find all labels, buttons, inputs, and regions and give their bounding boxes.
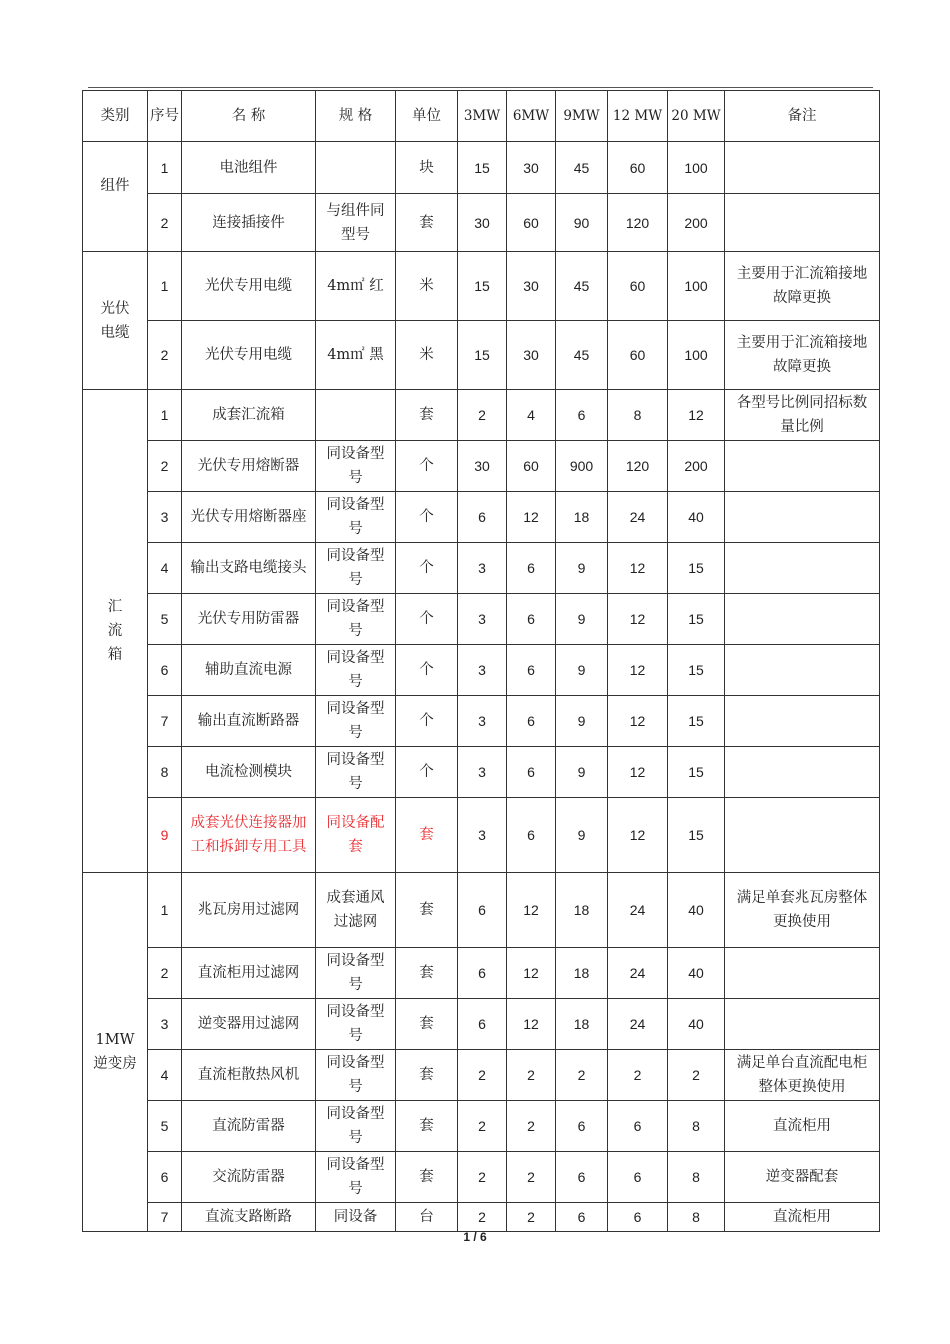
qty-6mw: 60 (507, 441, 556, 492)
qty-9mw: 6 (556, 1203, 608, 1232)
qty-6mw: 2 (507, 1152, 556, 1203)
qty-9mw: 45 (556, 142, 608, 194)
item-name: 成套汇流箱 (182, 390, 316, 441)
item-note (725, 798, 880, 873)
qty-20mw: 2 (668, 1050, 725, 1101)
row-number: 6 (148, 1152, 182, 1203)
item-unit: 个 (396, 696, 458, 747)
qty-3mw: 6 (458, 948, 507, 999)
qty-6mw: 6 (507, 594, 556, 645)
table-row (83, 1203, 880, 1232)
qty-9mw: 6 (556, 1101, 608, 1152)
item-name: 逆变器用过滤网 (182, 999, 316, 1050)
qty-20mw: 200 (668, 441, 725, 492)
qty-9mw: 9 (556, 696, 608, 747)
item-spec: 4m㎡ 黑 (316, 321, 396, 390)
qty-6mw: 6 (507, 696, 556, 747)
item-note: 主要用于汇流箱接地故障更换 (725, 321, 880, 390)
item-spec: 同设备型号 (316, 1101, 396, 1152)
item-unit: 米 (396, 252, 458, 321)
category-cell: 1MW 逆变房 (83, 873, 148, 1232)
item-note: 主要用于汇流箱接地故障更换 (725, 252, 880, 321)
item-name: 光伏专用熔断器 (182, 441, 316, 492)
qty-9mw: 9 (556, 747, 608, 798)
table-row (83, 252, 880, 321)
item-name: 直流柜散热风机 (182, 1050, 316, 1101)
item-name: 光伏专用熔断器座 (182, 492, 316, 543)
item-unit: 套 (396, 1050, 458, 1101)
qty-3mw: 3 (458, 747, 507, 798)
qty-9mw: 6 (556, 390, 608, 441)
qty-12mw: 24 (608, 492, 668, 543)
table-row (83, 999, 880, 1050)
item-spec: 同设备型号 (316, 1152, 396, 1203)
item-name: 光伏专用电缆 (182, 252, 316, 321)
qty-3mw: 30 (458, 441, 507, 492)
item-name: 连接插接件 (182, 194, 316, 252)
item-note: 逆变器配套 (725, 1152, 880, 1203)
qty-12mw: 6 (608, 1101, 668, 1152)
col-spec-header: 规 格 (316, 91, 396, 142)
qty-9mw: 18 (556, 999, 608, 1050)
item-unit: 套 (396, 390, 458, 441)
qty-9mw: 6 (556, 1152, 608, 1203)
item-spec: 同设备型号 (316, 696, 396, 747)
row-number: 4 (148, 543, 182, 594)
col-9mw-header: 9MW (556, 91, 608, 142)
item-note: 满足单台直流配电柜整体更换使用 (725, 1050, 880, 1101)
item-unit: 套 (396, 948, 458, 999)
item-note (725, 194, 880, 252)
item-unit: 套 (396, 1152, 458, 1203)
row-number: 2 (148, 948, 182, 999)
item-unit: 块 (396, 142, 458, 194)
table-row (83, 948, 880, 999)
qty-9mw: 45 (556, 252, 608, 321)
qty-6mw: 30 (507, 142, 556, 194)
row-number: 3 (148, 999, 182, 1050)
qty-3mw: 6 (458, 999, 507, 1050)
table-row (83, 645, 880, 696)
qty-3mw: 3 (458, 543, 507, 594)
table-row (83, 1152, 880, 1203)
item-name: 兆瓦房用过滤网 (182, 873, 316, 948)
qty-20mw: 8 (668, 1203, 725, 1232)
qty-12mw: 12 (608, 594, 668, 645)
qty-9mw: 9 (556, 543, 608, 594)
header-row (83, 91, 880, 142)
qty-9mw: 9 (556, 798, 608, 873)
qty-12mw: 12 (608, 645, 668, 696)
qty-20mw: 15 (668, 747, 725, 798)
qty-6mw: 2 (507, 1101, 556, 1152)
row-number: 2 (148, 441, 182, 492)
item-note (725, 999, 880, 1050)
col-notes-header: 备注 (725, 91, 880, 142)
item-note (725, 747, 880, 798)
item-spec: 同设备型号 (316, 543, 396, 594)
item-note: 各型号比例同招标数量比例 (725, 390, 880, 441)
qty-12mw: 12 (608, 543, 668, 594)
table-row (83, 747, 880, 798)
qty-6mw: 6 (507, 645, 556, 696)
item-unit: 米 (396, 321, 458, 390)
qty-12mw: 6 (608, 1152, 668, 1203)
qty-6mw: 30 (507, 252, 556, 321)
table-row (83, 194, 880, 252)
item-name: 电流检测模块 (182, 747, 316, 798)
qty-20mw: 40 (668, 948, 725, 999)
qty-6mw: 4 (507, 390, 556, 441)
col-20mw-header: 20 MW (668, 91, 725, 142)
qty-3mw: 6 (458, 492, 507, 543)
item-spec: 同设备型号 (316, 492, 396, 543)
qty-20mw: 12 (668, 390, 725, 441)
item-unit: 个 (396, 645, 458, 696)
item-spec: 同设备型号 (316, 999, 396, 1050)
row-number: 1 (148, 873, 182, 948)
item-note (725, 142, 880, 194)
col-number-header: 序号 (148, 91, 182, 142)
qty-20mw: 40 (668, 492, 725, 543)
qty-3mw: 30 (458, 194, 507, 252)
qty-6mw: 6 (507, 747, 556, 798)
item-unit: 套 (396, 873, 458, 948)
col-12mw-header: 12 MW (608, 91, 668, 142)
qty-20mw: 8 (668, 1152, 725, 1203)
qty-6mw: 6 (507, 798, 556, 873)
qty-3mw: 3 (458, 798, 507, 873)
item-unit: 套 (396, 194, 458, 252)
qty-20mw: 15 (668, 645, 725, 696)
qty-20mw: 15 (668, 594, 725, 645)
qty-6mw: 30 (507, 321, 556, 390)
qty-3mw: 15 (458, 142, 507, 194)
qty-9mw: 2 (556, 1050, 608, 1101)
qty-20mw: 100 (668, 321, 725, 390)
item-unit: 个 (396, 543, 458, 594)
table-row (83, 492, 880, 543)
qty-12mw: 12 (608, 747, 668, 798)
qty-9mw: 45 (556, 321, 608, 390)
item-unit: 台 (396, 1203, 458, 1232)
qty-6mw: 12 (507, 999, 556, 1050)
qty-20mw: 200 (668, 194, 725, 252)
category-cell: 汇流箱 (83, 390, 148, 873)
row-number: 7 (148, 1203, 182, 1232)
qty-12mw: 120 (608, 194, 668, 252)
qty-12mw: 12 (608, 696, 668, 747)
qty-9mw: 18 (556, 492, 608, 543)
col-3mw-header: 3MW (458, 91, 507, 142)
item-spec: 4m㎡ 红 (316, 252, 396, 321)
category-cell: 组件 (83, 142, 148, 252)
row-number: 1 (148, 252, 182, 321)
item-spec: 同设备型号 (316, 1050, 396, 1101)
qty-6mw: 12 (507, 492, 556, 543)
qty-6mw: 12 (507, 873, 556, 948)
table-row (83, 798, 880, 873)
table-row (83, 543, 880, 594)
qty-20mw: 8 (668, 1101, 725, 1152)
item-spec: 同设备型号 (316, 948, 396, 999)
item-note (725, 645, 880, 696)
qty-20mw: 100 (668, 142, 725, 194)
col-name-header: 名 称 (182, 91, 316, 142)
qty-3mw: 15 (458, 252, 507, 321)
item-unit: 套 (396, 999, 458, 1050)
item-name: 成套光伏连接器加工和拆卸专用工具 (182, 798, 316, 873)
item-unit: 个 (396, 594, 458, 645)
item-name: 直流柜用过滤网 (182, 948, 316, 999)
item-name: 输出直流断路器 (182, 696, 316, 747)
qty-3mw: 3 (458, 594, 507, 645)
qty-3mw: 6 (458, 873, 507, 948)
qty-12mw: 120 (608, 441, 668, 492)
qty-12mw: 60 (608, 321, 668, 390)
item-spec (316, 390, 396, 441)
item-unit: 个 (396, 747, 458, 798)
item-note: 直流柜用 (725, 1203, 880, 1232)
item-note (725, 594, 880, 645)
qty-12mw: 60 (608, 142, 668, 194)
table-row (83, 873, 880, 948)
col-unit-header: 单位 (396, 91, 458, 142)
qty-9mw: 900 (556, 441, 608, 492)
row-number: 1 (148, 142, 182, 194)
item-note (725, 696, 880, 747)
item-spec: 同设备型号 (316, 594, 396, 645)
table-row (83, 441, 880, 492)
item-spec: 同设备型号 (316, 645, 396, 696)
table-row (83, 390, 880, 441)
qty-12mw: 8 (608, 390, 668, 441)
qty-3mw: 2 (458, 1050, 507, 1101)
qty-3mw: 2 (458, 390, 507, 441)
qty-9mw: 90 (556, 194, 608, 252)
item-note (725, 441, 880, 492)
table-row (83, 142, 880, 194)
qty-12mw: 12 (608, 798, 668, 873)
qty-6mw: 2 (507, 1050, 556, 1101)
qty-20mw: 15 (668, 696, 725, 747)
row-number: 9 (148, 798, 182, 873)
qty-3mw: 3 (458, 696, 507, 747)
item-unit: 套 (396, 798, 458, 873)
qty-6mw: 2 (507, 1203, 556, 1232)
item-spec: 同设备型号 (316, 441, 396, 492)
item-spec: 成套通风过滤网 (316, 873, 396, 948)
item-note: 满足单套兆瓦房整体更换使用 (725, 873, 880, 948)
item-note (725, 492, 880, 543)
table-row (83, 696, 880, 747)
row-number: 6 (148, 645, 182, 696)
col-category-header: 类别 (83, 91, 148, 142)
row-number: 5 (148, 594, 182, 645)
qty-20mw: 40 (668, 999, 725, 1050)
qty-9mw: 9 (556, 594, 608, 645)
item-name: 输出支路电缆接头 (182, 543, 316, 594)
item-unit: 个 (396, 441, 458, 492)
item-unit: 套 (396, 1101, 458, 1152)
page-number: 1 / 6 (463, 1230, 487, 1244)
item-note: 直流柜用 (725, 1101, 880, 1152)
item-spec: 同设备 (316, 1203, 396, 1232)
table-row (83, 1050, 880, 1101)
qty-12mw: 6 (608, 1203, 668, 1232)
item-note (725, 543, 880, 594)
item-spec: 同设备型号 (316, 747, 396, 798)
qty-3mw: 2 (458, 1152, 507, 1203)
item-spec (316, 142, 396, 194)
item-unit: 个 (396, 492, 458, 543)
qty-9mw: 9 (556, 645, 608, 696)
table-row (83, 594, 880, 645)
qty-6mw: 6 (507, 543, 556, 594)
row-number: 2 (148, 194, 182, 252)
item-name: 辅助直流电源 (182, 645, 316, 696)
qty-9mw: 18 (556, 948, 608, 999)
row-number: 2 (148, 321, 182, 390)
qty-3mw: 3 (458, 645, 507, 696)
item-spec: 同设备配套 (316, 798, 396, 873)
row-number: 1 (148, 390, 182, 441)
item-name: 交流防雷器 (182, 1152, 316, 1203)
header-rule (88, 87, 873, 88)
item-name: 光伏专用电缆 (182, 321, 316, 390)
qty-6mw: 12 (507, 948, 556, 999)
category-cell: 光伏电缆 (83, 252, 148, 390)
qty-6mw: 60 (507, 194, 556, 252)
row-number: 5 (148, 1101, 182, 1152)
qty-9mw: 18 (556, 873, 608, 948)
row-number: 7 (148, 696, 182, 747)
table-row (83, 321, 880, 390)
qty-12mw: 24 (608, 999, 668, 1050)
item-spec: 与组件同型号 (316, 194, 396, 252)
row-number: 3 (148, 492, 182, 543)
item-name: 直流防雷器 (182, 1101, 316, 1152)
table-row (83, 1101, 880, 1152)
qty-20mw: 15 (668, 798, 725, 873)
qty-12mw: 2 (608, 1050, 668, 1101)
qty-3mw: 2 (458, 1101, 507, 1152)
qty-12mw: 24 (608, 873, 668, 948)
item-name: 电池组件 (182, 142, 316, 194)
qty-3mw: 15 (458, 321, 507, 390)
qty-12mw: 24 (608, 948, 668, 999)
qty-3mw: 2 (458, 1203, 507, 1232)
qty-20mw: 40 (668, 873, 725, 948)
qty-20mw: 100 (668, 252, 725, 321)
item-name: 光伏专用防雷器 (182, 594, 316, 645)
qty-12mw: 60 (608, 252, 668, 321)
row-number: 4 (148, 1050, 182, 1101)
item-name: 直流支路断路 (182, 1203, 316, 1232)
row-number: 8 (148, 747, 182, 798)
spare-parts-table (82, 90, 880, 1232)
col-6mw-header: 6MW (507, 91, 556, 142)
qty-20mw: 15 (668, 543, 725, 594)
item-note (725, 948, 880, 999)
